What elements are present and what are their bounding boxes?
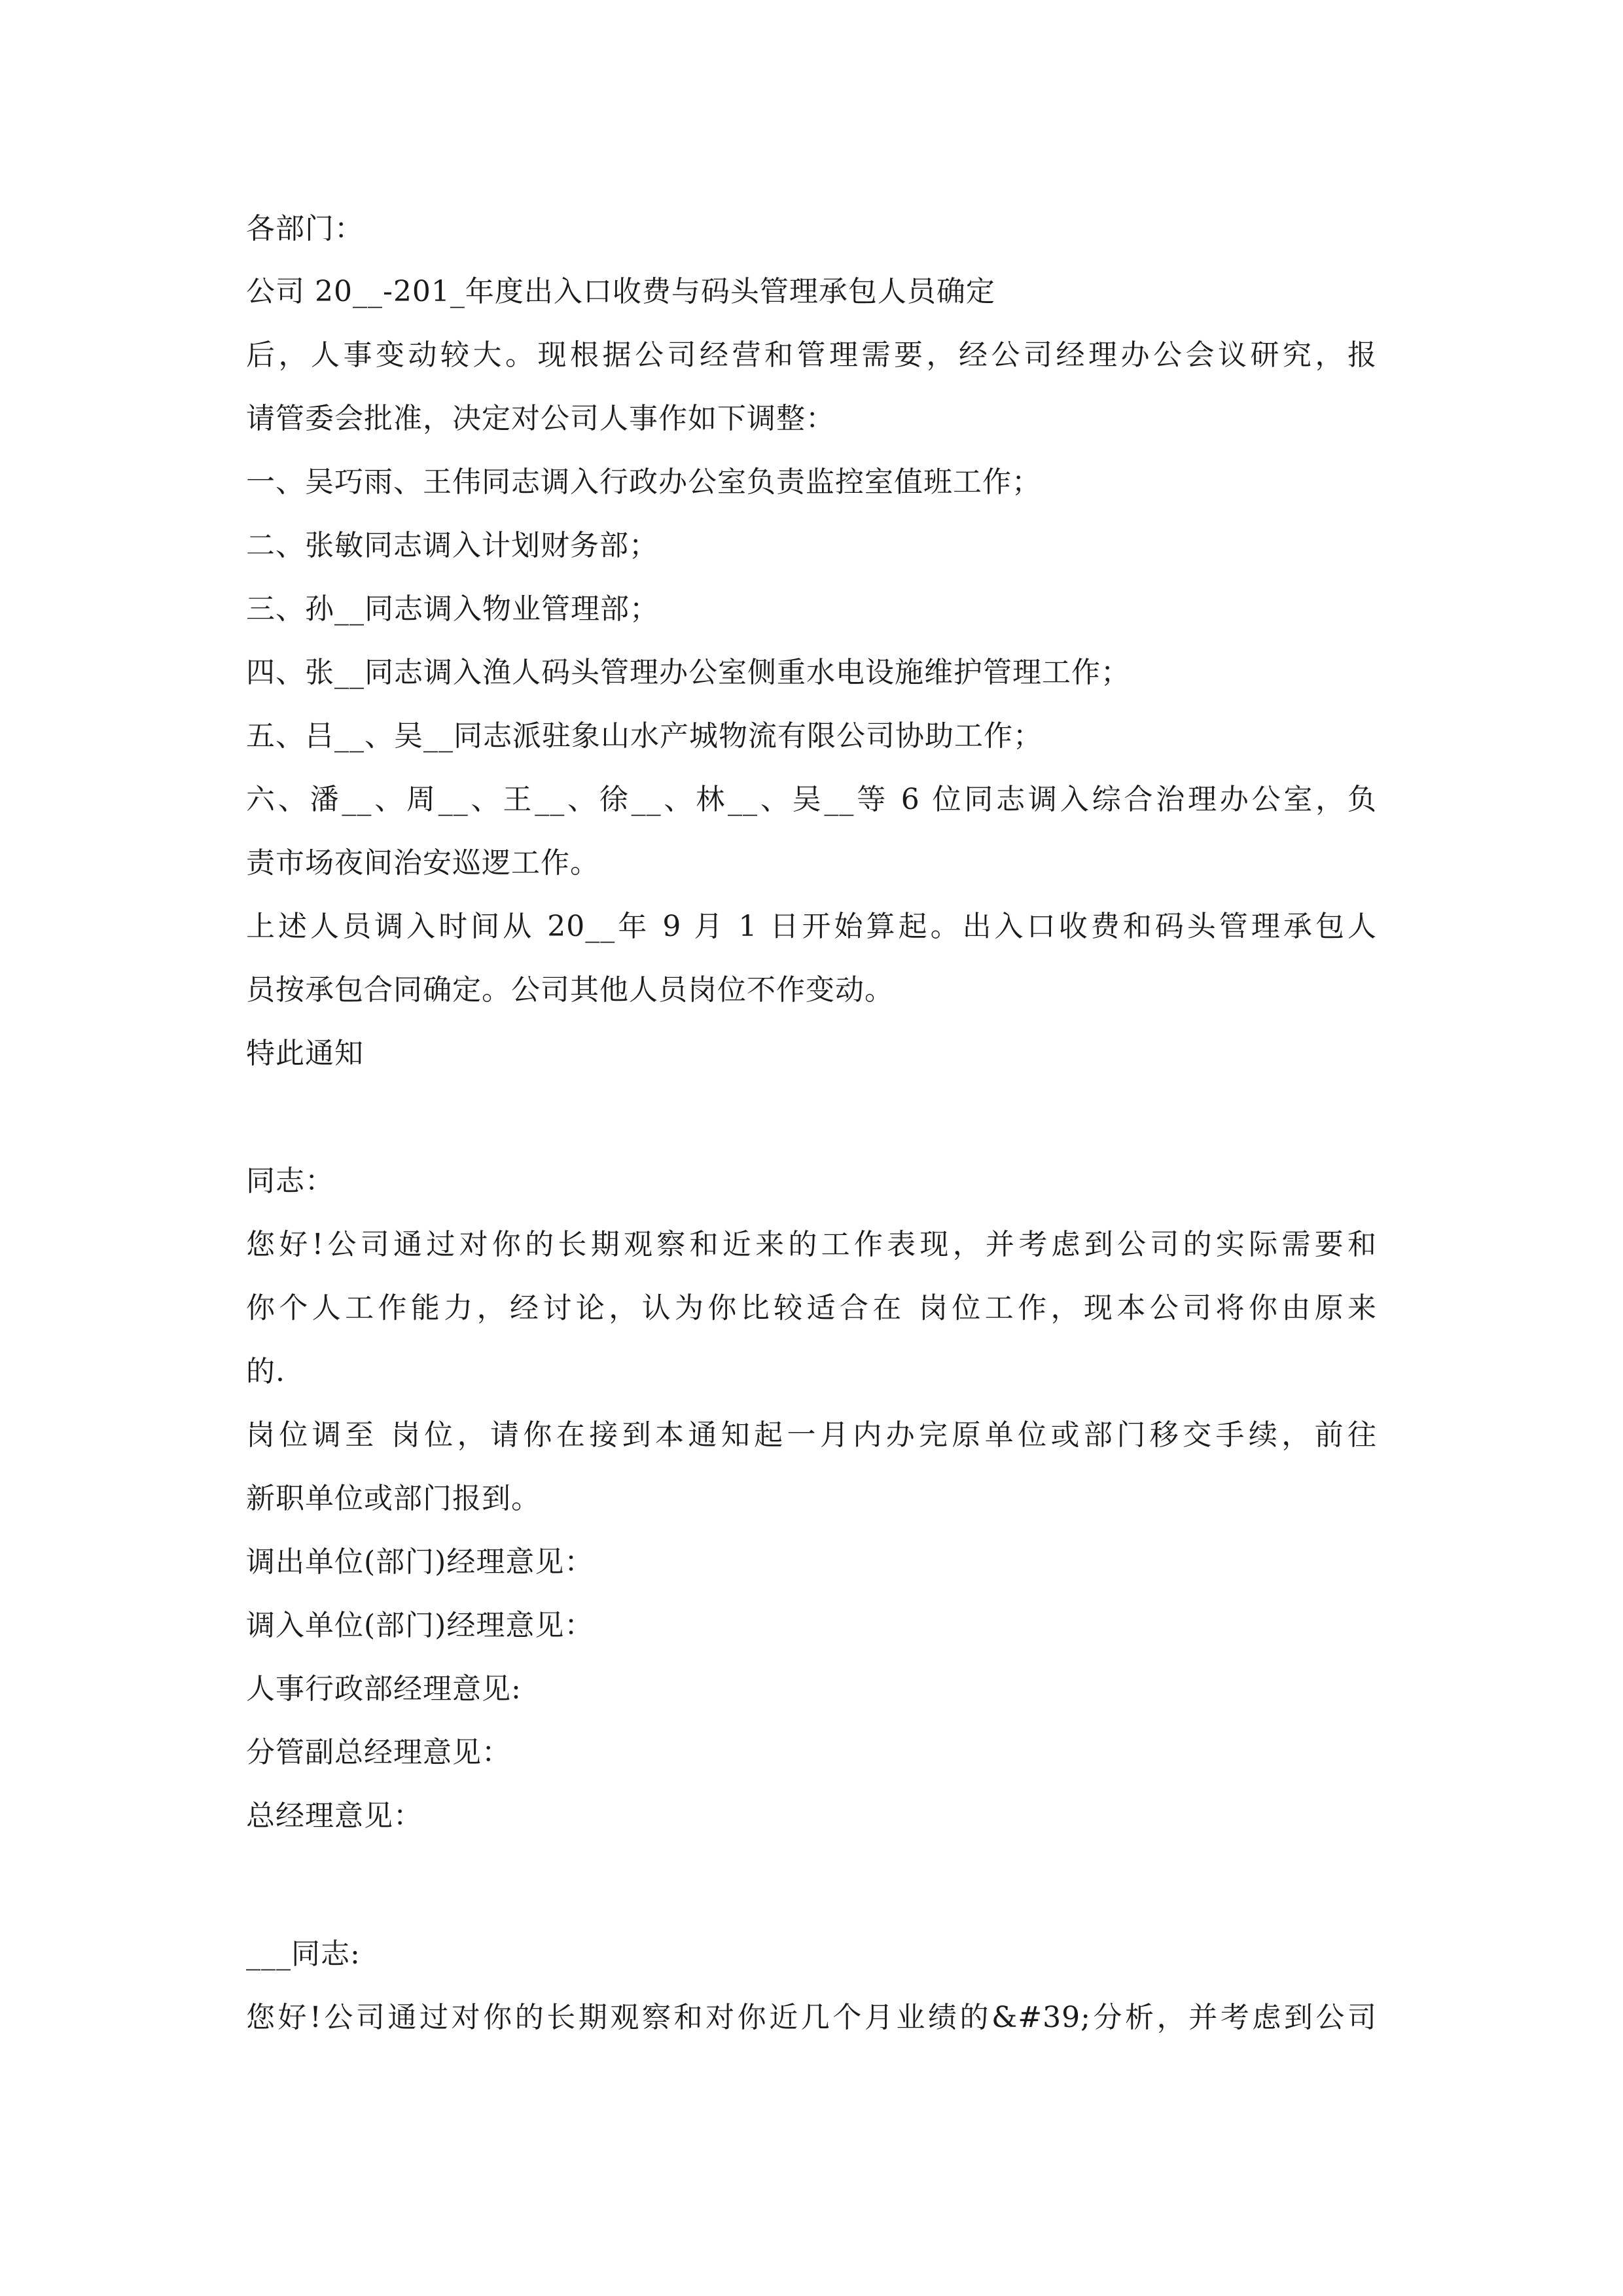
third-line: 您好!公司通过对你的长期观察和对你近几个月业绩的&#39;分析，并考虑到公司 — [246, 2001, 1377, 2034]
notice-line: 五、吕__、吴__同志派驻象山水产城物流有限公司协助工作； — [246, 719, 1043, 753]
notice-line: 请管委会批准，决定对公司人事作如下调整： — [246, 402, 835, 435]
notice-line: 上述人员调入时间从 20__年 9 月 1 日开始算起。出入口收费和码头管理承包人 — [246, 910, 1377, 943]
transfer-greeting: 同志： — [246, 1164, 334, 1198]
transfer-line: 你个人工作能力，经讨论，认为你比较适合在 岗位工作，现本公司将你由原来 — [246, 1291, 1377, 1325]
notice-line: 责市场夜间治安巡逻工作。 — [246, 846, 599, 880]
opinion-gm: 总经理意见： — [246, 1799, 423, 1833]
transfer-line: 新职单位或部门报到。 — [246, 1482, 541, 1515]
opinion-hr: 人事行政部经理意见: — [246, 1672, 522, 1706]
transfer-line: 您好!公司通过对你的长期观察和近来的工作表现，并考虑到公司的实际需要和 — [246, 1228, 1377, 1261]
third-greeting: ___同志: — [246, 1937, 361, 1971]
notice-line: 一、吴巧雨、王伟同志调入行政办公室负责监控室值班工作； — [246, 465, 1041, 499]
opinion-in-unit: 调入单位(部门)经理意见： — [246, 1609, 594, 1642]
transfer-line: 岗位调至 岗位，请你在接到本通知起一月内办完原单位或部门移交手续，前往 — [246, 1418, 1377, 1452]
transfer-line: 的. — [246, 1355, 285, 1388]
notice-greeting: 各部门： — [246, 212, 364, 245]
notice-closing: 特此通知 — [246, 1037, 364, 1070]
notice-line: 后，人事变动较大。现根据公司经营和管理需要，经公司经理办公会议研究，报 — [246, 338, 1377, 372]
notice-line: 三、孙__同志调入物业管理部； — [246, 592, 659, 626]
opinion-out-unit: 调出单位(部门)经理意见： — [246, 1545, 594, 1579]
notice-line: 二、张敏同志调入计划财务部； — [246, 529, 658, 562]
notice-line: 六、潘__、周__、王__、徐__、林__、吴__等 6 位同志调入综合治理办公室，负 — [246, 783, 1377, 816]
notice-line: 四、张__同志调入渔人码头管理办公室侧重水电设施维护管理工作； — [246, 656, 1130, 689]
opinion-vice-gm: 分管副总经理意见： — [246, 1736, 511, 1769]
notice-line: 公司 20__-201_年度出入口收费与码头管理承包人员确定 — [246, 275, 995, 308]
notice-line: 员按承包合同确定。公司其他人员岗位不作变动。 — [246, 973, 894, 1007]
